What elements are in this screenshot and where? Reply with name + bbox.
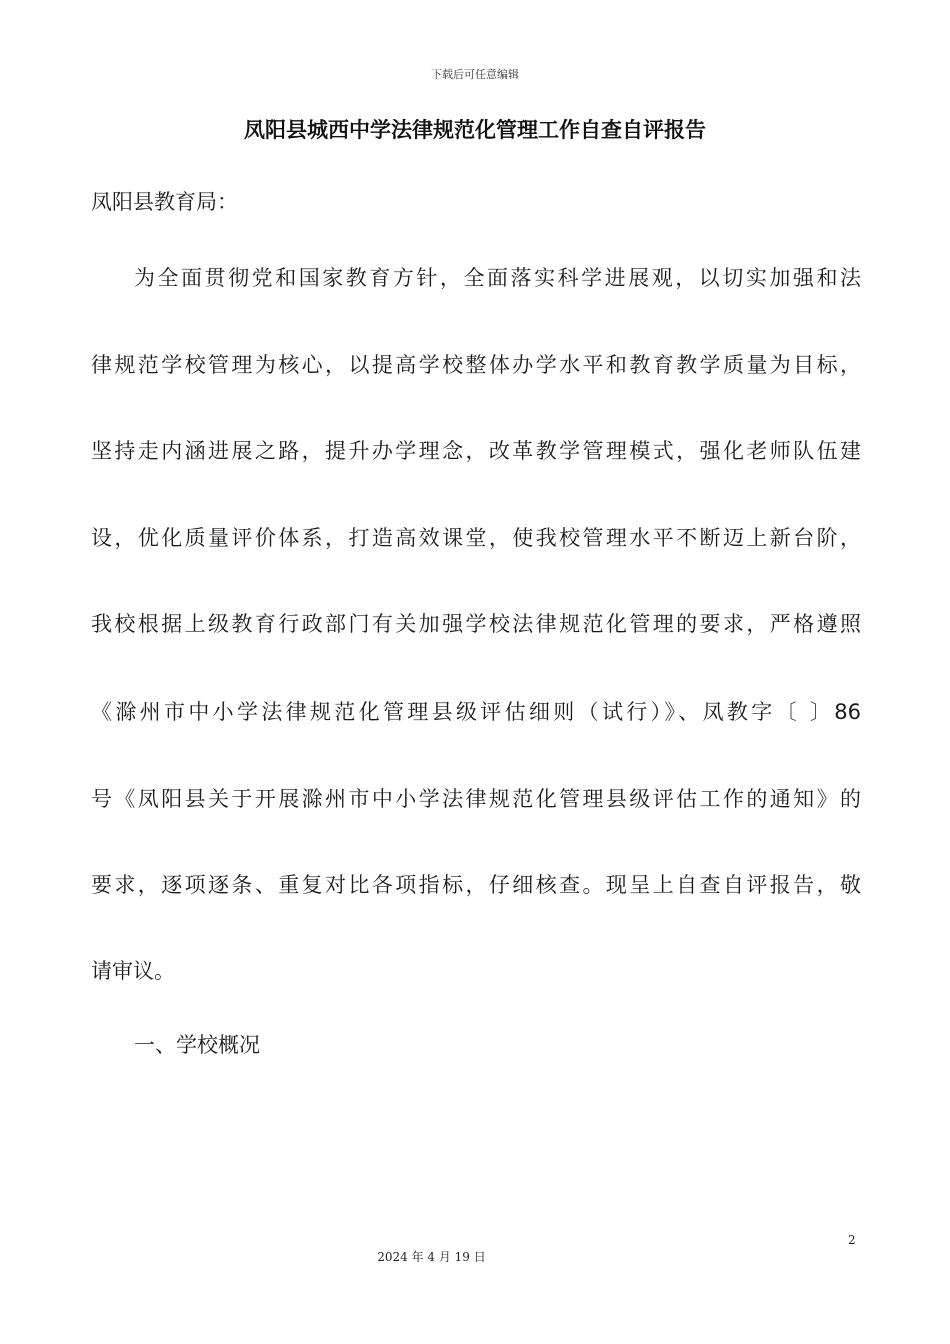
paragraph-line: 《滁州市中小学法律规范化管理县级评估细则（试行）》、凤教字〔 〕86: [91, 700, 861, 724]
paragraph-line: 坚持走内涵进展之路，提升办学理念，改革教学管理模式，强化老师队伍建: [91, 439, 861, 463]
footer-date: 2024 年 4 月 19 日: [377, 1250, 486, 1264]
header-note: 下载后可任意编辑: [431, 68, 519, 81]
document-title: 凤阳县城西中学法律规范化管理工作自查自评报告: [244, 118, 706, 142]
section-heading: 一、学校概况: [134, 1033, 260, 1057]
paragraph-line: 律规范学校管理为核心，以提高学校整体办学水平和教育教学质量为目标，: [91, 353, 861, 377]
paragraph-line: 为全面贯彻党和国家教育方针，全面落实科学进展观，以切实加强和法: [134, 266, 861, 290]
paragraph-line: 设，优化质量评价体系，打造高效课堂，使我校管理水平不断迈上新台阶，: [91, 526, 861, 550]
salutation: 凤阳县教育局：: [91, 190, 238, 214]
paragraph-line: 要求，逐项逐条、重复对比各项指标，仔细核查。现呈上自查自评报告，敬: [91, 873, 861, 897]
paragraph-line: 请审议。: [91, 959, 175, 983]
paragraph-line: 号《凤阳县关于开展滁州市中小学法律规范化管理县级评估工作的通知》的: [91, 787, 861, 811]
page-number: 2: [848, 1233, 856, 1247]
paragraph-line: 我校根据上级教育行政部门有关加强学校法律规范化管理的要求，严格遵照: [91, 612, 861, 636]
